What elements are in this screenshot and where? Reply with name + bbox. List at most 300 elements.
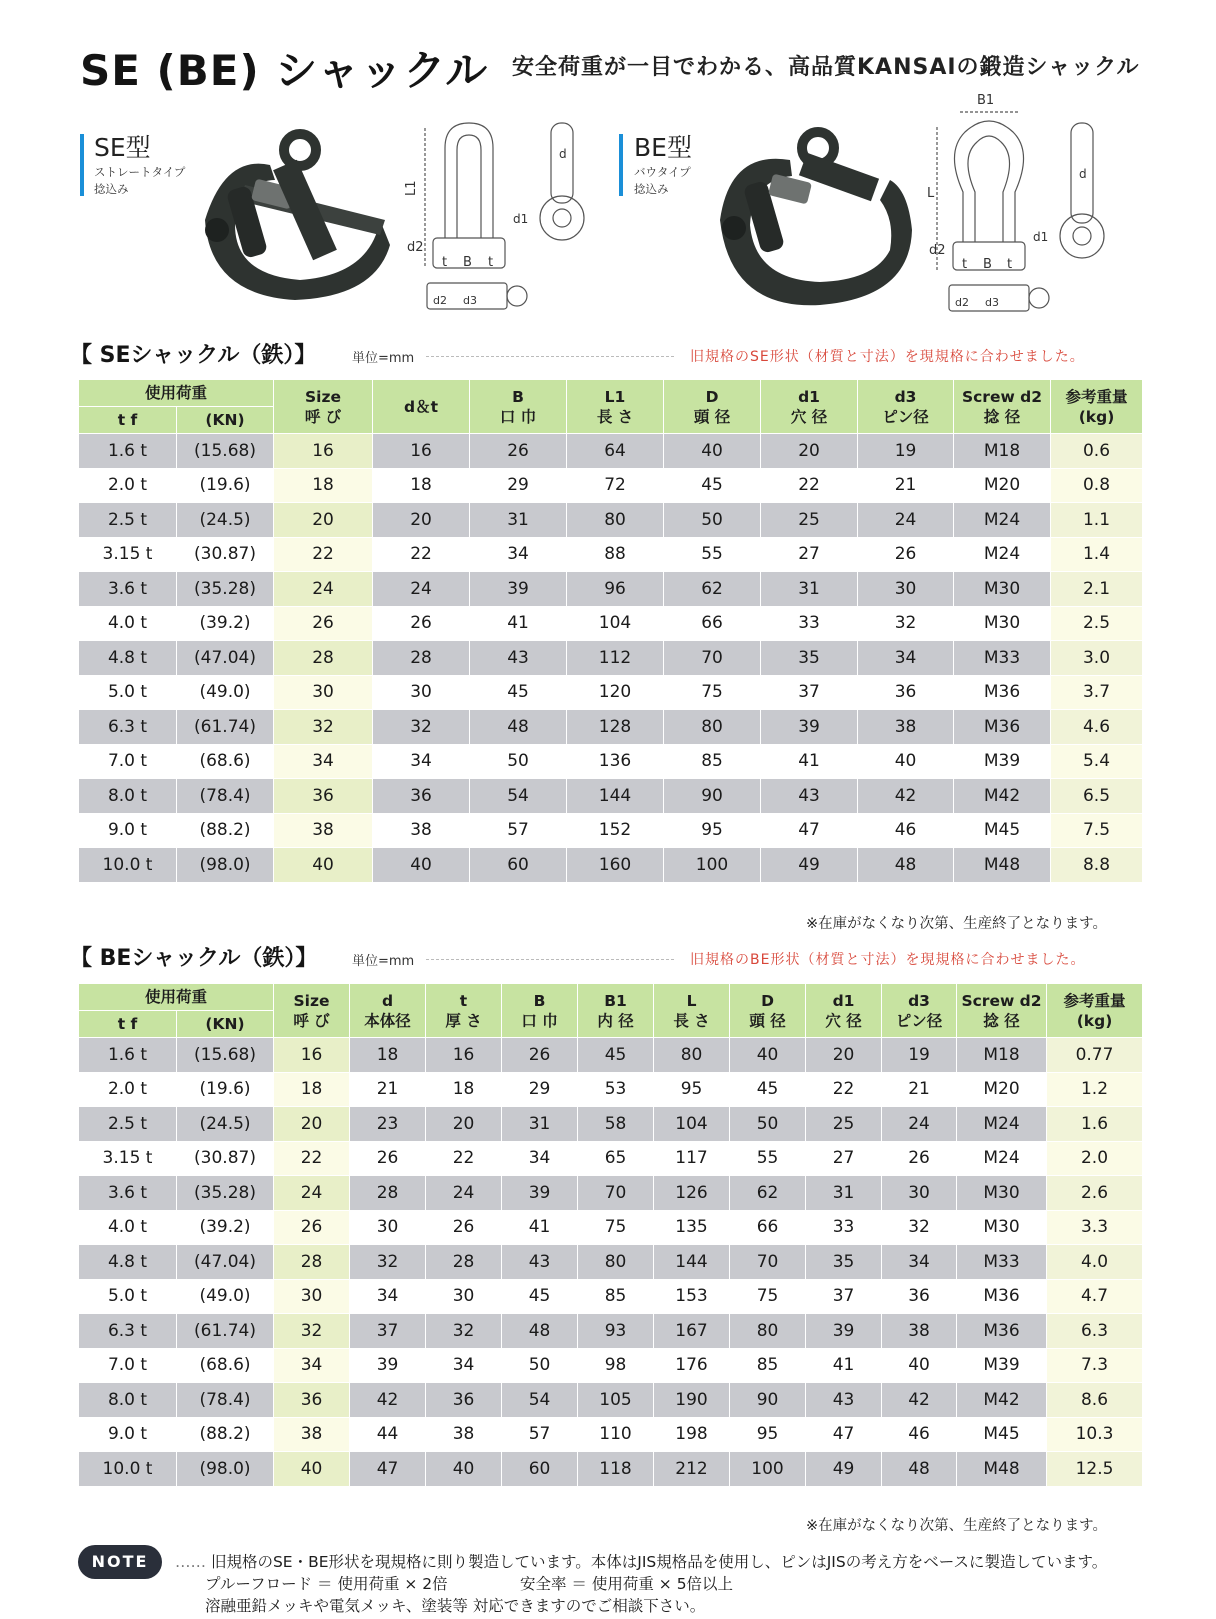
be-table-cell: M33	[957, 1245, 1047, 1280]
be-table-cell: 9.0 t	[79, 1417, 177, 1452]
se-table-cell: 7.5	[1051, 813, 1143, 848]
se-table-row	[79, 606, 1143, 641]
se-table-heading: 【 SEシャックル（鉄）】	[70, 343, 317, 368]
se-table-cell: 18	[274, 468, 373, 503]
be-table-row	[79, 1176, 1143, 1211]
se-dim-label-d2-pin: d2	[433, 294, 447, 307]
se-table-cell: M24	[954, 537, 1051, 572]
be-table-cell: 40	[274, 1452, 350, 1487]
be-dim-label-l: L	[927, 186, 935, 201]
be-type-desc-1: バウタイプ	[634, 165, 691, 179]
se-table-cell: 31	[761, 572, 858, 607]
be-table-cell: 1.6 t	[79, 1038, 177, 1073]
be-table-row	[79, 1072, 1143, 1107]
be-table-cell: 18	[350, 1038, 426, 1073]
se-table-cell: 0.6	[1051, 434, 1143, 469]
se-table-cell: 3.6 t	[79, 572, 177, 607]
se-dim-label-d3-pin: d3	[463, 294, 477, 307]
be-table-cell: 2.5 t	[79, 1107, 177, 1142]
be-table-cell: 2.6	[1047, 1176, 1143, 1211]
be-table-cell: 22	[426, 1141, 502, 1176]
se-spec-table	[78, 379, 1143, 883]
se-table-cell: 45	[664, 468, 761, 503]
se-table-cell: 6.5	[1051, 779, 1143, 814]
be-col-body-dia: d 本体径	[350, 984, 426, 1038]
se-col-weight: 参考重量 (kg)	[1051, 380, 1143, 434]
be-table-cell: 176	[654, 1348, 730, 1383]
se-table-cell: 27	[761, 537, 858, 572]
se-table-cell: 24	[274, 572, 373, 607]
be-table-cell: M42	[957, 1383, 1047, 1418]
se-table-cell: 152	[567, 813, 664, 848]
be-table-cell: 42	[350, 1383, 426, 1418]
se-table-row	[79, 675, 1143, 710]
be-table-cell: 4.0 t	[79, 1210, 177, 1245]
se-table-cell: 37	[761, 675, 858, 710]
be-table-row	[79, 1038, 1143, 1073]
be-divider	[426, 959, 674, 960]
be-col-b: B 口 巾	[502, 984, 578, 1038]
be-col-hole-dia: d1 穴 径	[806, 984, 882, 1038]
se-col-pin-dia: d3 ピン径	[858, 380, 954, 434]
be-table-cell: M18	[957, 1038, 1047, 1073]
se-table-cell: M30	[954, 606, 1051, 641]
se-table-cell: 24	[858, 503, 954, 538]
se-type-accent-bar	[80, 134, 84, 196]
se-footnote: ※在庫がなくなり次第、生産終了となります。	[806, 916, 1107, 932]
be-table-cell: 32	[426, 1314, 502, 1349]
se-table-cell: 8.8	[1051, 848, 1143, 883]
be-table-cell: M30	[957, 1210, 1047, 1245]
be-table-cell: 10.0 t	[79, 1452, 177, 1487]
se-table-cell: 6.3 t	[79, 710, 177, 745]
be-table-cell: 37	[350, 1314, 426, 1349]
se-col-l1: L1 長 さ	[567, 380, 664, 434]
se-table-cell: 96	[567, 572, 664, 607]
se-table-cell: 10.0 t	[79, 848, 177, 883]
be-table-cell: M24	[957, 1141, 1047, 1176]
be-table-cell: 118	[578, 1452, 654, 1487]
note-line-2b: 安全率 ＝ 使用荷重 × 5倍以上	[520, 1575, 734, 1593]
be-table-cell: 6.3	[1047, 1314, 1143, 1349]
se-table-row	[79, 434, 1143, 469]
se-table-cell: 46	[858, 813, 954, 848]
page-subtitle: 安全荷重が一目でわかる、高品質KANSAIの鍛造シャックル	[512, 55, 1140, 80]
be-table-cell: M45	[957, 1417, 1047, 1452]
se-table-cell: 1.1	[1051, 503, 1143, 538]
se-table-cell: 28	[373, 641, 470, 676]
be-spec-table	[78, 983, 1143, 1487]
be-table-cell: 126	[654, 1176, 730, 1211]
be-table-cell: 18	[274, 1072, 350, 1107]
be-table-row	[79, 1348, 1143, 1383]
be-dim-label-d: d	[1079, 167, 1087, 181]
se-table-cell: 34	[373, 744, 470, 779]
be-table-cell: M36	[957, 1279, 1047, 1314]
se-dim-label-d2: d2	[407, 240, 424, 255]
se-col-tf: t f	[79, 407, 177, 434]
be-table-row	[79, 1141, 1143, 1176]
be-table-cell: 20	[806, 1038, 882, 1073]
se-table-cell: 24	[373, 572, 470, 607]
be-table-cell: (30.87)	[177, 1141, 274, 1176]
se-shackle-photo	[175, 125, 405, 315]
se-table-cell: 32	[274, 710, 373, 745]
be-table-cell: 45	[730, 1072, 806, 1107]
be-dim-label-d3-pin: d3	[985, 296, 999, 309]
se-table-cell: 4.0 t	[79, 606, 177, 641]
se-table-cell: 100	[664, 848, 761, 883]
se-table-cell: 20	[274, 503, 373, 538]
be-table-cell: 48	[882, 1452, 957, 1487]
se-table-cell: (49.0)	[177, 675, 274, 710]
se-table-cell: 34	[858, 641, 954, 676]
se-table-cell: M36	[954, 710, 1051, 745]
se-table-body	[79, 434, 1143, 883]
be-table-cell: 212	[654, 1452, 730, 1487]
page-title: SE (BE) シャックル	[80, 46, 489, 95]
be-table-cell: 41	[502, 1210, 578, 1245]
be-table-cell: 104	[654, 1107, 730, 1142]
be-table-cell: 53	[578, 1072, 654, 1107]
se-table-cell: 19	[858, 434, 954, 469]
be-table-cell: 2.0	[1047, 1141, 1143, 1176]
se-table-cell: 72	[567, 468, 664, 503]
se-table-cell: (24.5)	[177, 503, 274, 538]
se-table-cell: 80	[664, 710, 761, 745]
se-table-cell: 20	[761, 434, 858, 469]
be-table-cell: 46	[882, 1417, 957, 1452]
be-table-cell: 31	[806, 1176, 882, 1211]
se-dim-label-t-left: t	[442, 255, 448, 270]
be-table-cell: 95	[730, 1417, 806, 1452]
se-table-cell: 144	[567, 779, 664, 814]
be-table-cell: 3.3	[1047, 1210, 1143, 1245]
se-table-row	[79, 779, 1143, 814]
se-table-cell: 22	[373, 537, 470, 572]
be-table-row	[79, 1383, 1143, 1418]
be-table-cell: 34	[426, 1348, 502, 1383]
be-table-cell: 7.3	[1047, 1348, 1143, 1383]
se-table-cell: 7.0 t	[79, 744, 177, 779]
se-table-row	[79, 848, 1143, 883]
se-table-cell: 26	[858, 537, 954, 572]
se-table-cell: 1.4	[1051, 537, 1143, 572]
be-type-name: BE型	[634, 133, 692, 162]
be-table-cell: 153	[654, 1279, 730, 1314]
be-front-diagram	[925, 92, 1055, 318]
se-table-cell: 0.8	[1051, 468, 1143, 503]
be-table-heading: 【 BEシャックル（鉄）】	[70, 946, 318, 971]
se-table-cell: 5.0 t	[79, 675, 177, 710]
be-dim-label-t-left: t	[962, 257, 968, 272]
be-table-cell: 33	[806, 1210, 882, 1245]
be-table-row	[79, 1417, 1143, 1452]
be-table-cell: M36	[957, 1314, 1047, 1349]
se-table-cell: M20	[954, 468, 1051, 503]
be-table-row	[79, 1210, 1143, 1245]
be-table-cell: 30	[882, 1176, 957, 1211]
se-table-cell: 3.15 t	[79, 537, 177, 572]
be-dim-label-d2-pin: d2	[955, 296, 969, 309]
be-col-weight: 参考重量 (kg)	[1047, 984, 1143, 1038]
be-table-cell: 3.15 t	[79, 1141, 177, 1176]
se-divider	[426, 356, 674, 357]
be-table-cell: 54	[502, 1383, 578, 1418]
be-table-cell: 105	[578, 1383, 654, 1418]
be-table-cell: 42	[882, 1383, 957, 1418]
se-col-screw: Screw d2 捻 径	[954, 380, 1051, 434]
be-col-size: Size 呼 び	[274, 984, 350, 1038]
be-table-cell: 40	[426, 1452, 502, 1487]
be-table-cell: 1.2	[1047, 1072, 1143, 1107]
be-table-cell: 190	[654, 1383, 730, 1418]
be-table-cell: 70	[578, 1176, 654, 1211]
se-table-cell: 22	[274, 537, 373, 572]
se-table-cell: 55	[664, 537, 761, 572]
be-table-cell: 0.77	[1047, 1038, 1143, 1073]
be-table-cell: M48	[957, 1452, 1047, 1487]
se-table-unit: 単位=mm	[352, 351, 415, 366]
se-table-cell: 70	[664, 641, 761, 676]
be-table-cell: M20	[957, 1072, 1047, 1107]
se-table-cell: 62	[664, 572, 761, 607]
be-table-cell: 167	[654, 1314, 730, 1349]
note-line-3: 溶融亜鉛メッキや電気メッキ、塗装等 対応できますのでご相談下さい。	[205, 1597, 706, 1615]
be-col-kn: (KN)	[177, 1011, 274, 1038]
note-line-1	[175, 1551, 1205, 1573]
be-table-cell: M39	[957, 1348, 1047, 1383]
be-table-cell: (68.6)	[177, 1348, 274, 1383]
se-table-cell: 45	[470, 675, 567, 710]
be-table-cell: 16	[274, 1038, 350, 1073]
be-table-cell: 30	[350, 1210, 426, 1245]
be-footnote: ※在庫がなくなり次第、生産終了となります。	[806, 1518, 1107, 1534]
note-line-2a: プルーフロード ＝ 使用荷重 × 2倍	[205, 1575, 448, 1593]
se-table-cell: 16	[373, 434, 470, 469]
be-col-head-dia: D 頭 径	[730, 984, 806, 1038]
be-table-cell: 58	[578, 1107, 654, 1142]
se-table-cell: 47	[761, 813, 858, 848]
be-table-cell: 80	[578, 1245, 654, 1280]
se-table-cell: 88	[567, 537, 664, 572]
be-table-cell: 34	[274, 1348, 350, 1383]
be-table-cell: 75	[730, 1279, 806, 1314]
be-table-row	[79, 1245, 1143, 1280]
be-table-cell: 23	[350, 1107, 426, 1142]
se-table-cell: (61.74)	[177, 710, 274, 745]
be-table-cell: 24	[274, 1176, 350, 1211]
be-table-cell: 55	[730, 1141, 806, 1176]
be-table-cell: 49	[806, 1452, 882, 1487]
be-table-remark: 旧規格のBE形状（材質と寸法）を現規格に合わせました。	[690, 952, 1086, 968]
be-table-cell: 80	[730, 1314, 806, 1349]
se-table-cell: 80	[567, 503, 664, 538]
be-table-cell: 22	[806, 1072, 882, 1107]
se-table-cell: 38	[373, 813, 470, 848]
se-table-cell: 30	[858, 572, 954, 607]
be-table-cell: 18	[426, 1072, 502, 1107]
be-table-cell: 85	[730, 1348, 806, 1383]
be-type-desc-2: 捻込み	[634, 182, 669, 196]
be-table-cell: 29	[502, 1072, 578, 1107]
se-table-cell: M45	[954, 813, 1051, 848]
se-table-cell: 42	[858, 779, 954, 814]
be-table-cell: 100	[730, 1452, 806, 1487]
be-dim-label-d1: d1	[1033, 230, 1049, 244]
se-table-cell: 43	[761, 779, 858, 814]
be-table-cell: 26	[274, 1210, 350, 1245]
be-col-load: 使用荷重	[79, 984, 274, 1011]
be-table-body	[79, 1038, 1143, 1487]
be-table-cell: 32	[882, 1210, 957, 1245]
be-table-unit: 単位=mm	[352, 954, 415, 969]
be-table-cell: 28	[350, 1176, 426, 1211]
se-table-cell: 2.5 t	[79, 503, 177, 538]
be-table-cell: 57	[502, 1417, 578, 1452]
se-table-cell: 90	[664, 779, 761, 814]
se-table-cell: 85	[664, 744, 761, 779]
be-table-cell: 40	[730, 1038, 806, 1073]
be-table-cell: (24.5)	[177, 1107, 274, 1142]
be-table-cell: 1.6	[1047, 1107, 1143, 1142]
se-table-remark: 旧規格のSE形状（材質と寸法）を現規格に合わせました。	[690, 349, 1085, 365]
se-table-cell: 2.0 t	[79, 468, 177, 503]
be-dim-label-d2: d2	[929, 243, 946, 258]
se-table-cell: 40	[858, 744, 954, 779]
be-table-cell: 24	[426, 1176, 502, 1211]
be-table-cell: 32	[274, 1314, 350, 1349]
be-table-cell: 65	[578, 1141, 654, 1176]
note-lead: ……	[175, 1553, 211, 1571]
se-type-name: SE型	[94, 133, 151, 162]
be-table-cell: (35.28)	[177, 1176, 274, 1211]
be-table-cell: 30	[426, 1279, 502, 1314]
be-table-cell: (19.6)	[177, 1072, 274, 1107]
se-table-cell: 33	[761, 606, 858, 641]
be-table-cell: 31	[502, 1107, 578, 1142]
se-table-row	[79, 468, 1143, 503]
se-table-cell: 4.6	[1051, 710, 1143, 745]
se-table-cell: 26	[373, 606, 470, 641]
se-table-cell: 120	[567, 675, 664, 710]
be-table-cell: 39	[502, 1176, 578, 1211]
be-table-cell: 43	[806, 1383, 882, 1418]
be-table-cell: 95	[654, 1072, 730, 1107]
se-table-cell: 38	[858, 710, 954, 745]
be-table-cell: 20	[426, 1107, 502, 1142]
se-col-load: 使用荷重	[79, 380, 274, 407]
be-table-cell: M24	[957, 1107, 1047, 1142]
be-table-cell: 48	[502, 1314, 578, 1349]
be-col-tf: t f	[79, 1011, 177, 1038]
be-table-cell: 3.6 t	[79, 1176, 177, 1211]
se-table-cell: 112	[567, 641, 664, 676]
se-table-cell: 40	[664, 434, 761, 469]
se-table-cell: 48	[858, 848, 954, 883]
be-table-cell: (88.2)	[177, 1417, 274, 1452]
be-table-cell: 8.0 t	[79, 1383, 177, 1418]
se-table-cell: 8.0 t	[79, 779, 177, 814]
be-table-row	[79, 1107, 1143, 1142]
se-col-size: Size 呼 び	[274, 380, 373, 434]
be-table-cell: 117	[654, 1141, 730, 1176]
se-table-cell: M48	[954, 848, 1051, 883]
se-col-head-dia: D 頭 径	[664, 380, 761, 434]
be-table-cell: 93	[578, 1314, 654, 1349]
be-table-cell: 35	[806, 1245, 882, 1280]
se-table-cell: 48	[470, 710, 567, 745]
se-dim-label-b: B	[463, 255, 472, 270]
note-text-1: 旧規格のSE・BE形状を現規格に則り製造しています。本体はJIS規格品を使用し、ピンはJISの考え方をベースに製造しています。	[210, 1553, 1108, 1571]
be-col-pin-dia: d3 ピン径	[882, 984, 957, 1038]
se-table-cell: 30	[373, 675, 470, 710]
be-table-cell: 4.8 t	[79, 1245, 177, 1280]
be-table-cell: 34	[350, 1279, 426, 1314]
se-table-row	[79, 641, 1143, 676]
be-table-cell: 26	[426, 1210, 502, 1245]
se-table-cell: 36	[373, 779, 470, 814]
be-col-l: L 長 さ	[654, 984, 730, 1038]
be-type-accent-bar	[619, 134, 623, 196]
se-table-cell: 34	[274, 744, 373, 779]
be-dim-label-t-right: t	[1007, 257, 1013, 272]
se-table-cell: M33	[954, 641, 1051, 676]
be-table-cell: 98	[578, 1348, 654, 1383]
be-table-cell: 39	[350, 1348, 426, 1383]
be-table-cell: 41	[806, 1348, 882, 1383]
be-table-cell: 30	[274, 1279, 350, 1314]
se-table-cell: M42	[954, 779, 1051, 814]
be-table-cell: 6.3 t	[79, 1314, 177, 1349]
se-dim-label-d1: d1	[513, 212, 529, 226]
se-table-row	[79, 537, 1143, 572]
be-table-cell: 2.0 t	[79, 1072, 177, 1107]
se-table-cell: 57	[470, 813, 567, 848]
be-table-cell: 70	[730, 1245, 806, 1280]
se-side-diagram	[513, 118, 593, 248]
be-table-cell: 43	[502, 1245, 578, 1280]
se-table-cell: 2.1	[1051, 572, 1143, 607]
be-table-cell: 36	[882, 1279, 957, 1314]
se-table-cell: 22	[761, 468, 858, 503]
be-table-cell: 36	[274, 1383, 350, 1418]
se-table-cell: 32	[858, 606, 954, 641]
be-table-cell: 4.0	[1047, 1245, 1143, 1280]
be-table-cell: 25	[806, 1107, 882, 1142]
se-table-cell: M18	[954, 434, 1051, 469]
be-table-cell: 45	[578, 1038, 654, 1073]
be-table-cell: 45	[502, 1279, 578, 1314]
be-dim-label-b: B	[983, 257, 992, 272]
be-table-cell: M30	[957, 1176, 1047, 1211]
se-table-cell: 34	[470, 537, 567, 572]
se-col-b: B 口 巾	[470, 380, 567, 434]
se-table-cell: 39	[470, 572, 567, 607]
be-table-cell: 5.0 t	[79, 1279, 177, 1314]
se-table-cell: 1.6 t	[79, 434, 177, 469]
se-type-desc-1: ストレートタイプ	[94, 165, 186, 179]
se-table-cell: 38	[274, 813, 373, 848]
be-table-cell: 28	[426, 1245, 502, 1280]
se-table-cell: 5.4	[1051, 744, 1143, 779]
be-table-cell: 36	[426, 1383, 502, 1418]
be-table-cell: 34	[882, 1245, 957, 1280]
be-table-cell: (61.74)	[177, 1314, 274, 1349]
se-table-cell: 29	[470, 468, 567, 503]
be-table-cell: 80	[654, 1038, 730, 1073]
be-table-cell: 10.3	[1047, 1417, 1143, 1452]
